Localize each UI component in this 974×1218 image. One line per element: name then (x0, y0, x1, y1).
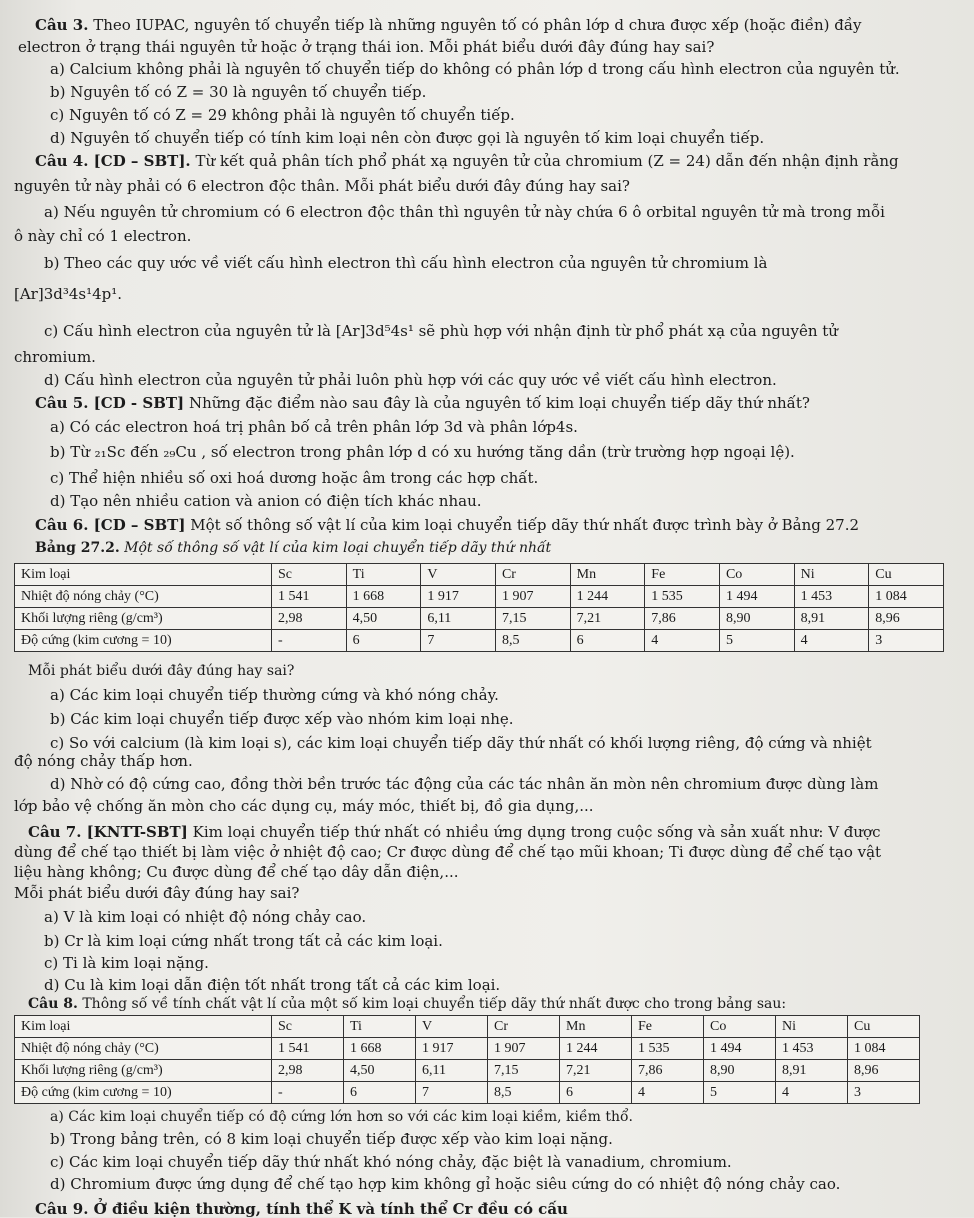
table-cell: 1 494 (719, 586, 794, 608)
q8-metal-table (14, 1015, 920, 1104)
q6-prompt: Mỗi phát biểu dưới đây đúng hay sai? (28, 663, 295, 679)
q6-option-c-line1: c) So với calcium (là kim loại s), các kim loại chuyển tiếp dãy thứ nhất có khối lượng riêng, độ cứng và nhiệt (50, 734, 872, 752)
table-cell: 4,50 (346, 608, 421, 630)
table-cell: Ti (344, 1016, 416, 1038)
table-cell: 1 244 (560, 1038, 632, 1060)
q4-option-c-line2: chromium. (14, 348, 96, 366)
table-cell: 4 (776, 1082, 848, 1104)
table-row-label: Nhiệt độ nóng chảy (°C) (15, 1038, 272, 1060)
q6-metal-table (14, 563, 944, 652)
table-cell: 6 (560, 1082, 632, 1104)
table-row-label: Kim loại (15, 564, 272, 586)
table-cell: 1 917 (416, 1038, 488, 1060)
table-cell: V (421, 564, 496, 586)
q7-intro-line2: dùng để chế tạo thiết bị làm việc ở nhiệt độ cao; Cr được dùng để chế tạo mũi khoan; Ti được dùng để chế tạo vật (14, 843, 882, 861)
table-cell: Co (704, 1016, 776, 1038)
q5-intro: Câu 5. [CD - SBT] Những đặc điểm nào sau đây là của nguyên tố kim loại chuyển tiếp dãy thứ nhất? (35, 394, 810, 412)
q3-option-d: d) Nguyên tố chuyển tiếp có tính kim loại nên còn được gọi là nguyên tố kim loại chuyển tiếp. (50, 129, 765, 147)
q4-option-a-line2: ô này chỉ có 1 electron. (14, 227, 192, 245)
q7-option-b: b) Cr là kim loại cứng nhất trong tất cả các kim loại. (44, 932, 443, 950)
q4-option-d: d) Cấu hình electron của nguyên tử phải luôn phù hợp với các quy ước về viết cấu hình electron. (44, 371, 777, 389)
table-cell: 1 084 (848, 1038, 920, 1060)
table-cell: 8,90 (704, 1060, 776, 1082)
table-cell: 7,21 (570, 608, 645, 630)
table-row (15, 1060, 920, 1082)
q9-partial-line: Câu 9. Ở điều kiện thường, tính thể K và tính thể Cr đều có cấu (35, 1200, 568, 1218)
table-cell: 1 535 (632, 1038, 704, 1060)
table-cell: 1 668 (346, 586, 421, 608)
table-cell: 8,5 (488, 1082, 560, 1104)
table-cell: 8,96 (869, 608, 944, 630)
table-cell: 8,91 (794, 608, 869, 630)
table-cell: Cr (488, 1016, 560, 1038)
table-cell: 6,11 (421, 608, 496, 630)
table-row (15, 608, 944, 630)
table-cell: Cu (869, 564, 944, 586)
q3-intro-line1: Câu 3. Theo IUPAC, nguyên tố chuyển tiếp là những nguyên tố có phân lớp d chưa được xếp (hoặc điền) đầy (35, 16, 862, 34)
q6-option-d-line1: d) Nhờ có độ cứng cao, đồng thời bền trước tác động của các tác nhân ăn mòn nên chromium được dùng làm (50, 775, 879, 793)
q6-table-caption: Bảng 27.2. Một số thông số vật lí của kim loại chuyển tiếp dãy thứ nhất (35, 540, 552, 556)
q6-intro: Câu 6. [CD – SBT] Một số thông số vật lí của kim loại chuyển tiếp dãy thứ nhất được trình bày ở Bảng 27.2 (35, 516, 860, 534)
table-cell: 7,15 (488, 1060, 560, 1082)
table-cell: 7 (421, 630, 496, 652)
q5-option-b: b) Từ ₂₁Sc đến ₂₉Cu , số electron trong phân lớp d có xu hướng tăng dần (trừ trường hợp ngoại lệ). (50, 443, 795, 461)
table-cell: 6 (346, 630, 421, 652)
q7-option-c: c) Ti là kim loại nặng. (44, 954, 209, 972)
table-cell: 1 907 (488, 1038, 560, 1060)
table-row (15, 630, 944, 652)
q4-option-c-line1: c) Cấu hình electron của nguyên tử là [Ar]3d⁵4s¹ sẽ phù hợp với nhận định từ phổ phát xạ của nguyên tử (44, 322, 838, 340)
table-cell: 4 (794, 630, 869, 652)
table-cell: 4 (645, 630, 720, 652)
table-cell: Fe (632, 1016, 704, 1038)
q4-intro-line1: Câu 4. [CD – SBT]. Từ kết quả phân tích phổ phát xạ nguyên tử của chromium (Z = 24) dẫn đến nhận định rằng (35, 152, 899, 170)
q7-intro-line1: Câu 7. [KNTT-SBT] Kim loại chuyển tiếp thứ nhất có nhiều ứng dụng trong cuộc sống và sản xuất như: V được (28, 823, 881, 841)
q8-intro: Câu 8. Thông số về tính chất vật lí của một số kim loại chuyển tiếp dãy thứ nhất được cho trong bảng sau: (28, 996, 787, 1012)
table-cell: V (416, 1016, 488, 1038)
q4-option-b-line1: b) Theo các quy ước về viết cấu hình electron thì cấu hình electron của nguyên tử chromium là (44, 254, 768, 272)
table-cell: 1 541 (272, 1038, 344, 1060)
table-cell: Mn (560, 1016, 632, 1038)
q8-option-b: b) Trong bảng trên, có 8 kim loại chuyển tiếp được xếp vào kim loại nặng. (50, 1130, 613, 1148)
table-cell: - (272, 630, 347, 652)
table-cell: Sc (272, 1016, 344, 1038)
table-row-label: Khối lượng riêng (g/cm³) (15, 608, 272, 630)
table-cell: 1 244 (570, 586, 645, 608)
q7-option-a: a) V là kim loại có nhiệt độ nóng chảy cao. (44, 908, 367, 926)
table-row-label: Độ cứng (kim cương = 10) (15, 630, 272, 652)
table-cell: 8,96 (848, 1060, 920, 1082)
table-cell: 4,50 (344, 1060, 416, 1082)
q8-option-d: d) Chromium được ứng dụng để chế tạo hợp kim không gỉ hoặc siêu cứng do có nhiệt độ nóng chảy cao. (50, 1175, 841, 1193)
table-cell: 7,15 (495, 608, 570, 630)
table-header-row (15, 1016, 920, 1038)
q6-option-d-line2: lớp bảo vệ chống ăn mòn cho các dụng cụ, máy móc, thiết bị, đồ gia dụng,... (14, 797, 594, 815)
table-cell: 1 084 (869, 586, 944, 608)
table-cell: 1 535 (645, 586, 720, 608)
table-cell: Cr (495, 564, 570, 586)
q7-intro-line3: liệu hàng không; Cu được dùng để chế tạo dây dẫn điện,... (14, 863, 459, 881)
table-cell: 3 (869, 630, 944, 652)
table-cell: 1 453 (794, 586, 869, 608)
table-cell: 5 (704, 1082, 776, 1104)
table-row-label: Khối lượng riêng (g/cm³) (15, 1060, 272, 1082)
table-cell: 7 (416, 1082, 488, 1104)
q5-option-a: a) Có các electron hoá trị phân bố cả trên phân lớp 3d và phân lớp4s. (50, 418, 578, 436)
q3-intro-line2: electron ở trạng thái nguyên tử hoặc ở trạng thái ion. Mỗi phát biểu dưới đây đúng hay sai? (18, 38, 715, 56)
table-header-row (15, 564, 944, 586)
table-cell: 3 (848, 1082, 920, 1104)
table-cell: 5 (719, 630, 794, 652)
table-cell: 4 (632, 1082, 704, 1104)
table-cell: Ni (794, 564, 869, 586)
table-cell: 8,5 (495, 630, 570, 652)
table-cell: 1 453 (776, 1038, 848, 1060)
table-cell: 2,98 (272, 1060, 344, 1082)
q5-option-c: c) Thể hiện nhiều số oxi hoá dương hoặc âm trong các hợp chất. (50, 469, 539, 487)
table-row-label: Nhiệt độ nóng chảy (°C) (15, 586, 272, 608)
q3-option-a: a) Calcium không phải là nguyên tố chuyển tiếp do không có phân lớp d trong cấu hình electron của nguyên tử. (50, 60, 900, 78)
table-row (15, 1038, 920, 1060)
table-cell: Fe (645, 564, 720, 586)
table-row (15, 1082, 920, 1104)
q3-option-b: b) Nguyên tố có Z = 30 là nguyên tố chuyển tiếp. (50, 83, 427, 101)
q4-option-a-line1: a) Nếu nguyên tử chromium có 6 electron độc thân thì nguyên tử này chứa 6 ô orbital nguyên tử mà trong mỗi (44, 203, 885, 221)
q6-option-c-line2: độ nóng chảy thấp hơn. (14, 752, 193, 770)
table-cell: 7,21 (560, 1060, 632, 1082)
table-cell: 6,11 (416, 1060, 488, 1082)
q4-intro-line2: nguyên tử này phải có 6 electron độc thân. Mỗi phát biểu dưới đây đúng hay sai? (14, 177, 630, 195)
q3-option-c: c) Nguyên tố có Z = 29 không phải là nguyên tố chuyển tiếp. (50, 106, 515, 124)
q6-option-a: a) Các kim loại chuyển tiếp thường cứng và khó nóng chảy. (50, 686, 499, 704)
table-cell: 6 (570, 630, 645, 652)
table-cell: 1 494 (704, 1038, 776, 1060)
table-row (15, 586, 944, 608)
table-row-label: Kim loại (15, 1016, 272, 1038)
table-row-label: Độ cứng (kim cương = 10) (15, 1082, 272, 1104)
q7-option-d: d) Cu là kim loại dẫn điện tốt nhất trong tất cả các kim loại. (44, 976, 501, 994)
table-cell: Cu (848, 1016, 920, 1038)
q4-option-b-config: [Ar]3d³4s¹4p¹. (14, 285, 123, 303)
table-cell: 1 541 (272, 586, 347, 608)
table-cell: 6 (344, 1082, 416, 1104)
table-cell: Co (719, 564, 794, 586)
table-cell: 8,90 (719, 608, 794, 630)
q5-option-d: d) Tạo nên nhiều cation và anion có điện tích khác nhau. (50, 492, 482, 510)
table-cell: 1 907 (495, 586, 570, 608)
table-cell: 7,86 (645, 608, 720, 630)
table-cell: 8,91 (776, 1060, 848, 1082)
table-cell: Ti (346, 564, 421, 586)
table-cell: 7,86 (632, 1060, 704, 1082)
table-cell: Mn (570, 564, 645, 586)
q8-option-c: c) Các kim loại chuyển tiếp dãy thứ nhất khó nóng chảy, đặc biệt là vanadium, chromium. (50, 1153, 732, 1171)
q8-option-a: a) Các kim loại chuyển tiếp có độ cứng lớn hơn so với các kim loại kiềm, kiềm thổ. (50, 1109, 633, 1125)
table-cell: Ni (776, 1016, 848, 1038)
table-cell: Sc (272, 564, 347, 586)
q7-prompt: Mỗi phát biểu dưới đây đúng hay sai? (14, 884, 300, 902)
table-cell: 1 917 (421, 586, 496, 608)
q6-option-b: b) Các kim loại chuyển tiếp được xếp vào nhóm kim loại nhẹ. (50, 710, 514, 728)
table-cell: 1 668 (344, 1038, 416, 1060)
table-cell: 2,98 (272, 608, 347, 630)
table-cell: - (272, 1082, 344, 1104)
